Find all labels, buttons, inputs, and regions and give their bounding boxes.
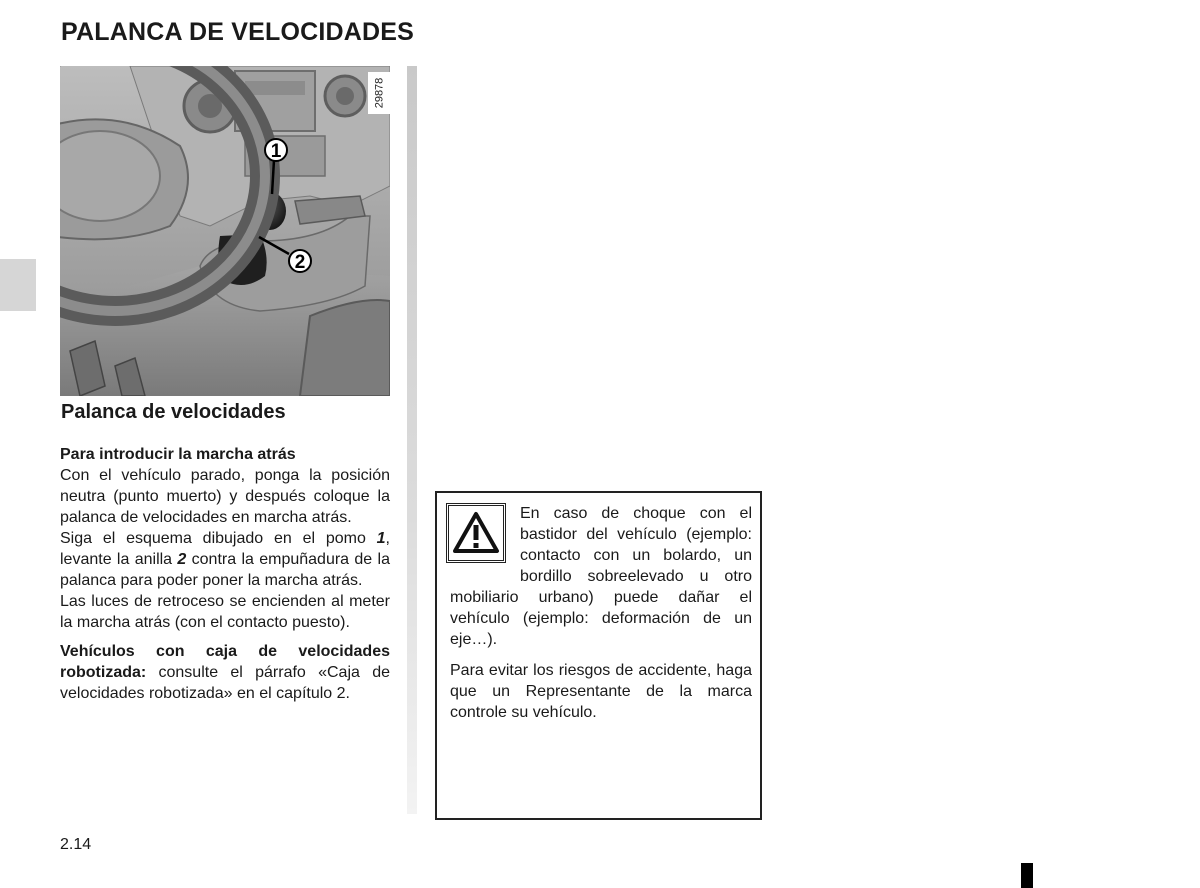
warning-paragraph-1: En caso de choque con el bastidor del vehículo (ejemplo: contacto con un bolardo, un bordillo sobreelevado u otro mobiliario urbano) puede dañar el vehículo (ejemplo: deformación de un eje…). xyxy=(450,505,752,648)
callout-2-label: 2 xyxy=(294,252,306,273)
page-title: PALANCA DE VELOCIDADES xyxy=(61,18,415,46)
reverse-gear-step-2: Siga el esquema dibujado en el pomo 1, levante la anilla 2 contra la empuñadura de la palanca para poder poner la marcha atrás. xyxy=(60,530,390,589)
chapter-tab-marker xyxy=(0,259,36,311)
page-edge-marker xyxy=(1021,863,1033,888)
robotized-gearbox-note: Vehículos con caja de velocidades robotizada: consulte el párrafo «Caja de velocidades robotizada» en el capítulo 2. xyxy=(60,643,390,702)
ref-2: 2 xyxy=(177,551,187,568)
callout-1-label: 1 xyxy=(270,141,282,162)
callout-2 xyxy=(289,250,311,273)
section-body xyxy=(60,444,390,704)
gear-lever-illustration xyxy=(60,66,390,396)
warning-box xyxy=(435,491,762,820)
figure-code xyxy=(368,72,390,114)
reverse-lights-note: Las luces de retroceso se encienden al meter la marcha atrás (con el contacto puesto). xyxy=(60,593,390,631)
warning-paragraph-2: Para evitar los riesgos de accidente, haga que un Representante de la marca controle su vehículo. xyxy=(450,662,752,721)
reverse-gear-step-1: Con el vehículo parado, ponga la posición neutra (punto muerto) y después coloque la palanca de velocidades en marcha atrás. xyxy=(60,467,390,526)
reverse-gear-heading: Para introducir la marcha atrás xyxy=(60,446,296,463)
section-title: Palanca de velocidades xyxy=(61,401,286,423)
callout-1 xyxy=(265,139,287,162)
warning-text xyxy=(450,503,752,723)
figure-code-text: 29878 xyxy=(373,77,385,109)
page-number: 2.14 xyxy=(60,836,92,853)
ref-1: 1 xyxy=(376,530,386,547)
column-divider xyxy=(407,66,417,814)
